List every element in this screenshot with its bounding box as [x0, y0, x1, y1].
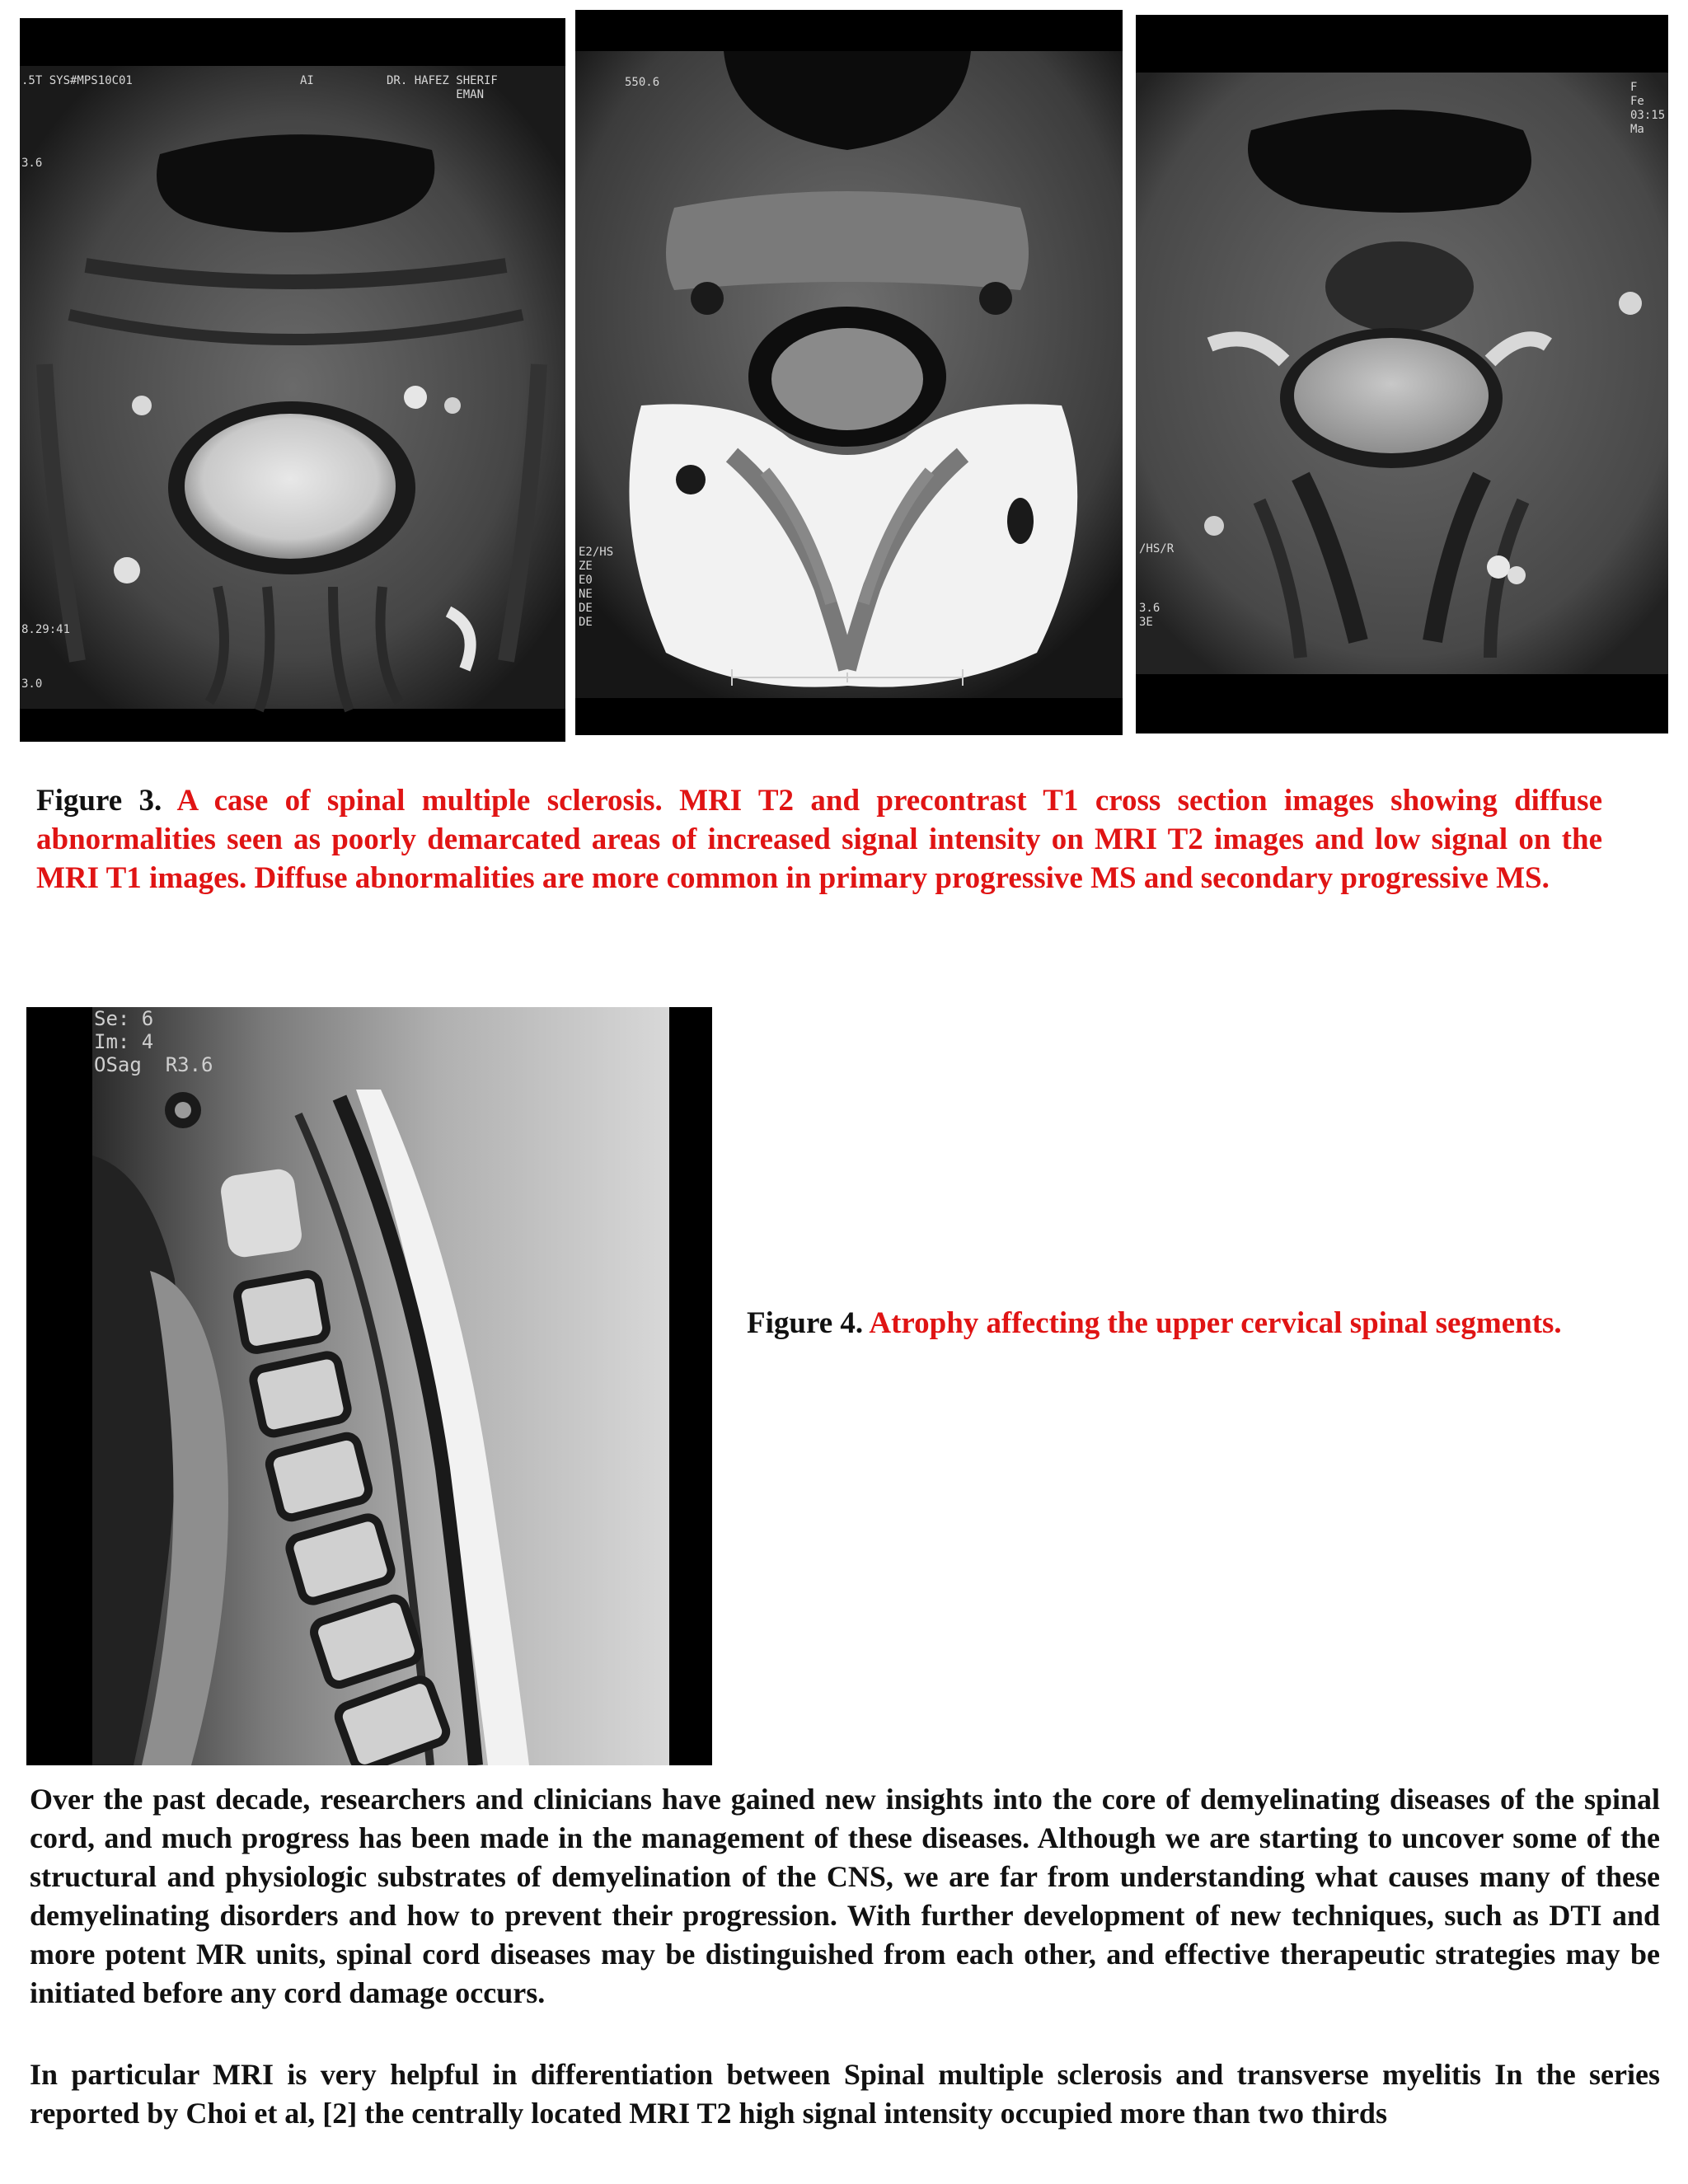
overlay-time: 8.29:41	[21, 623, 71, 636]
overlay-orientation: AI	[300, 74, 314, 87]
overlay-series: Se: 6 Im: 4 OSag R3.6	[94, 1007, 213, 1076]
figure4-caption-text: Atrophy affecting the upper cervical spinal segments.	[869, 1306, 1562, 1340]
figure3-mri-panel-1	[20, 18, 565, 742]
overlay-window: 550.6	[625, 76, 660, 89]
body-paragraph-2: In particular MRI is very helpful in differentiation between Spinal multiple sclerosis and transverse myelitis In the series reported by Choi et al, [2] the centrally located MRI T2 high signal intensity occupied more than two thirds	[30, 2058, 1660, 2130]
figure3-label: Figure 3.	[36, 784, 162, 818]
overlay-seq: /HS/R	[1139, 542, 1175, 555]
figure4-caption	[747, 1304, 1620, 1343]
overlay-physician: DR. HAFEZ SHERIF EMAN	[387, 74, 498, 101]
overlay-date: F Fe 03:15 Ma	[1630, 81, 1666, 136]
overlay-slice: 3.6 3E	[1139, 602, 1160, 629]
figure3-mri-panel-2	[575, 10, 1123, 735]
body-paragraph-1: Over the past decade, researchers and clinicians have gained new insights into the core of demyelinating diseases of the spinal cord, and much progress has been made in the management of these diseases. Although we are starting to uncover some of the structural and physiologic substrates of demyelination of the CNS, we are far from understanding what causes many of these demyelinating disorders and how to prevent their progression. With further development of new techniques, such as DTI and more potent MR units, spinal cord diseases may be distinguished from each other, and effective therapeutic strategies may be initiated before any cord damage occurs.	[30, 1783, 1660, 2009]
overlay-slice: 3.6	[21, 157, 43, 170]
figure3-mri-panel-3	[1136, 15, 1668, 733]
overlay-scanner-id: .5T SYS#MPS10C01	[21, 74, 133, 87]
overlay-params: E2/HS ZE E0 NE DE DE	[579, 546, 614, 629]
overlay-thickness: 3.0	[21, 677, 43, 691]
figure4-label: Figure 4.	[747, 1306, 864, 1340]
figure3-caption-text: A case of spinal multiple sclerosis. MRI T2 and precontrast T1 cross section images showing diffuse abnormalities seen as poorly demarcated areas of increased signal intensity on MRI T2 images and low signal on the MRI T1 images. Diffuse abnormalities are more common in primary progressive MS and secondary progressive MS.	[36, 784, 1602, 895]
figure3-caption	[36, 781, 1602, 898]
figure4-mri-sagittal	[26, 1007, 712, 1765]
